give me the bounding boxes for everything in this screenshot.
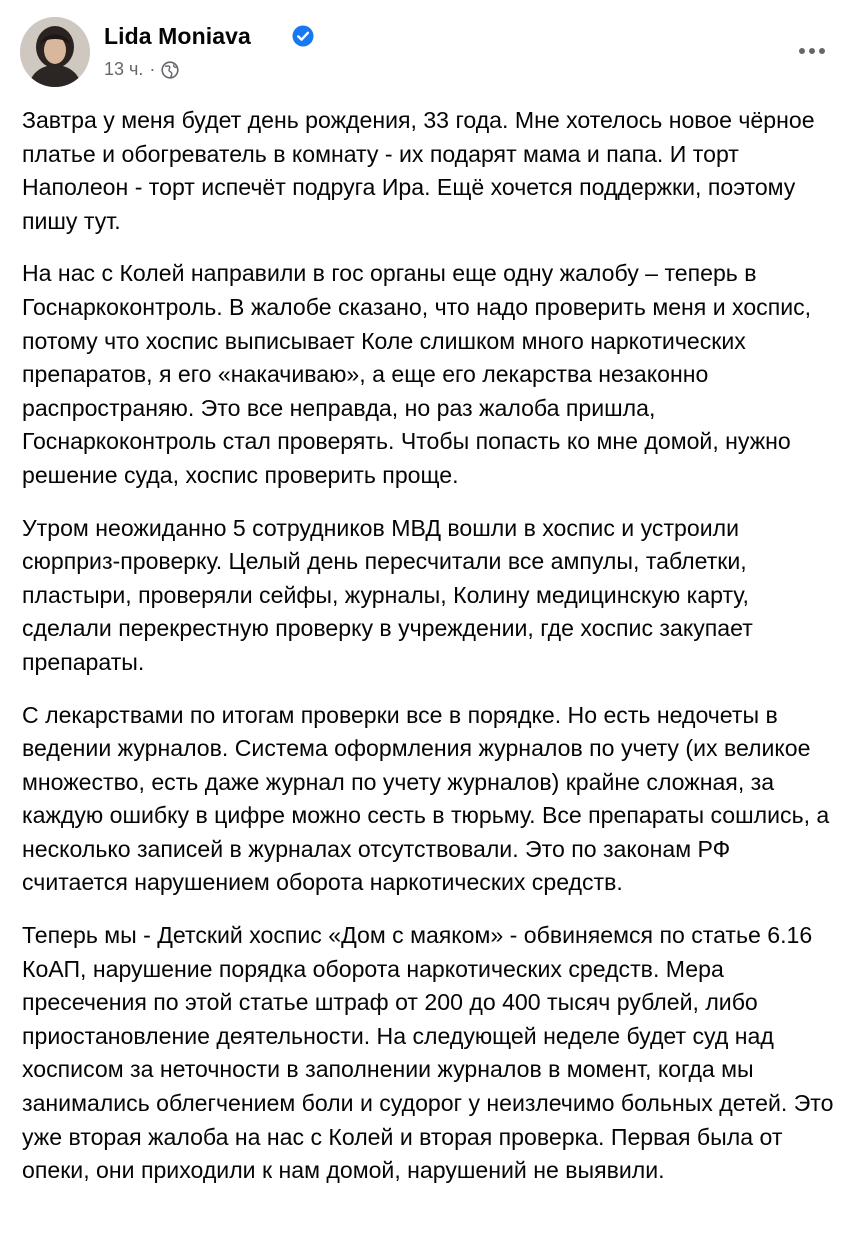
post-paragraph-5: Теперь мы - Детский хоспис «Дом с маяком» - обвиняемся по статье 6.16 КоАП, нарушение порядка оборота наркотических средств. Мера пресечения по этой статье штраф от 200 до 400 тысяч рублей, либо приостановление деятельности. На следующей неделе будет суд над хосписом за неточности в заполнении журналов в момент, когда мы занимались облегчением боли и судорог у неизлечимо больных детей. Это уже вторая жалоба на нас с Колей и вторая проверка. Первая была от опеки, они приходили к нам домой, нарушений не выявили. <box>22 922 834 1184</box>
post-paragraph-1: Завтра у меня будет день рождения, 33 года. Мне хотелось новое чёрное платье и обогреватель в комнату - их подарят мама и папа. И торт Наполеон - торт испечёт подруга Ира. Ещё хочется поддержки, поэтому пишу тут. <box>22 107 815 234</box>
avatar-photo-icon <box>20 17 90 87</box>
meta-separator: · <box>149 59 156 79</box>
post-header <box>20 17 835 89</box>
post-paragraph-2: На нас с Колей направили в гос органы еще одну жалобу – теперь в Госнаркоконтроль. В жалобе сказано, что надо проверить меня и хоспис, потому что хоспис выписывает Коле слишком много наркотических препаратов, я его «накачиваю», а еще его лекарства незаконно распространяю. Это все неправда, но раз жалоба пришла, Госнаркоконтроль стал проверять. Чтобы попасть ко мне домой, нужно решение суда, хоспис проверить проще. <box>22 260 812 488</box>
post-paragraph-4: С лекарствами по итогам проверки все в порядке. Но есть недочеты в ведении журналов. Система оформления журналов по учету (их великое множество, есть даже журнал по учету журналов) крайне сложная, за каждую ошибку в цифре можно сесть в тюрьму. Все препараты сошлись, а несколько записей в журналах отсутствовали. Это по законам РФ считается нарушением оборота наркотических средств. <box>22 701 830 896</box>
post-body <box>22 104 842 1207</box>
author-name[interactable]: Lida Moniava <box>104 23 251 49</box>
verified-badge-icon <box>292 25 314 47</box>
post-meta <box>104 59 179 80</box>
avatar[interactable] <box>20 17 90 87</box>
more-options-icon[interactable] <box>795 41 829 61</box>
post-timestamp[interactable]: 13 ч. <box>104 59 144 79</box>
globe-icon[interactable] <box>161 61 179 79</box>
post-paragraph-3: Утром неожиданно 5 сотрудников МВД вошли в хоспис и устроили сюрприз-проверку. Целый день пересчитали все ампулы, таблетки, пластыри, проверяли сейфы, журналы, Колину медицинскую карту, сделали перекрестную проверку в учреждении, где хоспис закупает препараты. <box>22 514 753 675</box>
